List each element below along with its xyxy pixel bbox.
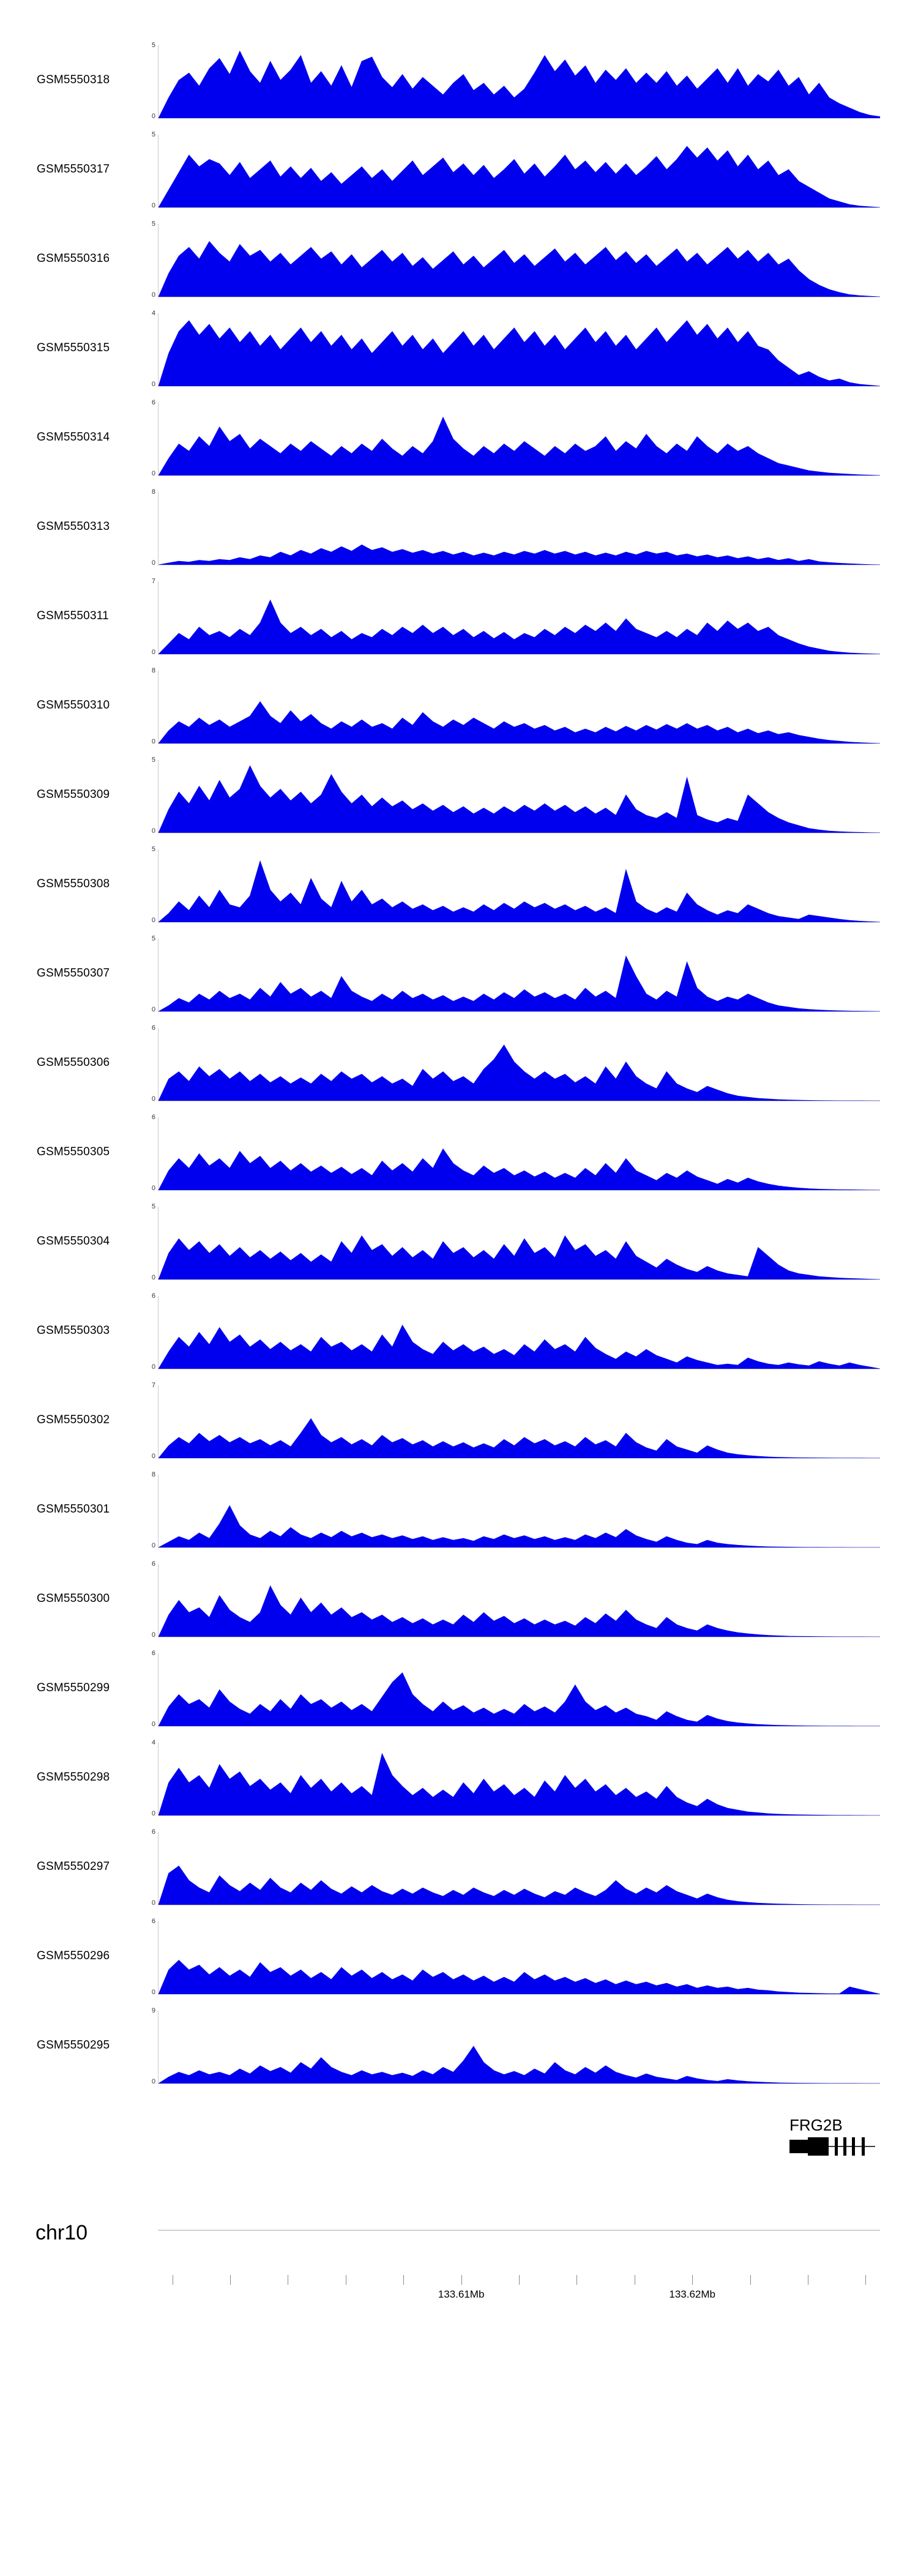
track-y-max-label: 6 xyxy=(151,1292,155,1300)
track-plot-area[interactable] xyxy=(158,1385,880,1459)
track-sample-label: GSM5550311 xyxy=(37,609,109,622)
track-plot-area[interactable] xyxy=(158,849,880,923)
track-y-max-label: 6 xyxy=(151,1918,155,1925)
track-y-min-label: 0 xyxy=(151,381,155,388)
track-y-max-label: 8 xyxy=(151,488,155,496)
coverage-track-list xyxy=(0,37,918,2091)
track-y-max-label: 5 xyxy=(151,131,155,138)
axis-tick xyxy=(865,2275,866,2285)
track-y-min-label: 0 xyxy=(151,1631,155,1639)
axis-tick xyxy=(461,2275,462,2285)
gene-model-icon[interactable] xyxy=(789,2137,880,2156)
track-sample-label: GSM5550314 xyxy=(37,431,110,444)
track-plot-area[interactable] xyxy=(158,1564,880,1637)
coverage-track xyxy=(0,1823,918,1913)
track-sample-label: GSM5550305 xyxy=(37,1145,110,1158)
track-plot-area[interactable] xyxy=(158,135,880,208)
track-plot-area[interactable] xyxy=(158,1207,880,1280)
track-y-max-label: 4 xyxy=(151,1739,155,1746)
track-y-min-label: 0 xyxy=(151,1185,155,1192)
track-y-max-label: 6 xyxy=(151,1828,155,1836)
track-sample-label: GSM5550297 xyxy=(37,1860,110,1873)
track-plot-area[interactable] xyxy=(158,2011,880,2084)
axis-tick xyxy=(519,2275,520,2285)
track-y-min-label: 0 xyxy=(151,1721,155,1728)
track-y-max-label: 7 xyxy=(151,1382,155,1389)
track-y-min-label: 0 xyxy=(151,202,155,209)
track-y-max-label: 5 xyxy=(151,42,155,49)
track-plot-area[interactable] xyxy=(158,1475,880,1548)
track-sample-label: GSM5550307 xyxy=(37,967,110,980)
track-sample-label: GSM5550309 xyxy=(37,788,110,801)
track-y-max-label: 6 xyxy=(151,1650,155,1657)
axis-tick xyxy=(692,2275,693,2285)
chromosome-axis-panel xyxy=(0,2208,918,2330)
chromosome-label: chr10 xyxy=(35,2221,88,2244)
track-y-min-label: 0 xyxy=(151,649,155,656)
track-y-min-label: 0 xyxy=(151,1989,155,1996)
track-plot-area[interactable] xyxy=(158,760,880,833)
coverage-track xyxy=(0,1466,918,1555)
track-y-min-label: 0 xyxy=(151,1810,155,1817)
axis-ruler xyxy=(158,2275,880,2318)
track-plot-area[interactable] xyxy=(158,1921,880,1995)
coverage-track xyxy=(0,1645,918,1734)
track-sample-label: GSM5550299 xyxy=(37,1681,110,1694)
track-y-min-label: 0 xyxy=(151,113,155,120)
track-plot-area[interactable] xyxy=(158,313,880,387)
track-plot-area[interactable] xyxy=(158,45,880,119)
track-sample-label: GSM5550308 xyxy=(37,877,110,890)
track-y-max-label: 8 xyxy=(151,667,155,674)
track-plot-area[interactable] xyxy=(158,224,880,297)
track-y-min-label: 0 xyxy=(151,1363,155,1371)
coverage-track xyxy=(0,1377,918,1466)
track-plot-area[interactable] xyxy=(158,1832,880,1905)
track-y-min-label: 0 xyxy=(151,827,155,835)
track-sample-label: GSM5550318 xyxy=(37,73,110,86)
track-y-max-label: 4 xyxy=(151,310,155,317)
coverage-track xyxy=(0,930,918,1019)
axis-tick xyxy=(230,2275,231,2285)
track-sample-label: GSM5550306 xyxy=(37,1056,110,1069)
track-y-max-label: 6 xyxy=(151,1114,155,1121)
track-sample-label: GSM5550302 xyxy=(37,1413,110,1426)
axis-line xyxy=(158,2230,880,2231)
track-sample-label: GSM5550310 xyxy=(37,699,110,712)
track-y-min-label: 0 xyxy=(151,2078,155,2085)
coverage-track xyxy=(0,2002,918,2091)
coverage-track xyxy=(0,37,918,126)
track-sample-label: GSM5550304 xyxy=(37,1235,110,1248)
track-y-min-label: 0 xyxy=(151,1095,155,1103)
track-y-max-label: 8 xyxy=(151,1471,155,1478)
track-sample-label: GSM5550296 xyxy=(37,1949,110,1962)
track-y-max-label: 9 xyxy=(151,2007,155,2014)
track-sample-label: GSM5550315 xyxy=(37,341,110,354)
track-sample-label: GSM5550295 xyxy=(37,2039,110,2052)
track-y-min-label: 0 xyxy=(151,1006,155,1013)
coverage-track xyxy=(0,662,918,751)
track-y-min-label: 0 xyxy=(151,1542,155,1549)
track-sample-label: GSM5550298 xyxy=(37,1771,110,1784)
coverage-track xyxy=(0,305,918,394)
track-sample-label: GSM5550313 xyxy=(37,520,110,533)
track-y-max-label: 6 xyxy=(151,399,155,406)
track-y-min-label: 0 xyxy=(151,1899,155,1907)
gene-label: FRG2B xyxy=(789,2116,843,2134)
track-y-min-label: 0 xyxy=(151,1453,155,1460)
gene-annotation-panel xyxy=(0,2110,918,2183)
track-sample-label: GSM5550303 xyxy=(37,1324,110,1337)
track-y-max-label: 5 xyxy=(151,220,155,228)
coverage-track xyxy=(0,751,918,841)
coverage-track xyxy=(0,1109,918,1198)
coverage-track xyxy=(0,126,918,215)
track-y-max-label: 7 xyxy=(151,578,155,585)
axis-tick xyxy=(750,2275,751,2285)
track-sample-label: GSM5550316 xyxy=(37,252,110,265)
track-sample-label: GSM5550317 xyxy=(37,163,110,176)
track-y-max-label: 5 xyxy=(151,1203,155,1210)
track-plot-area[interactable] xyxy=(158,1743,880,1816)
track-y-min-label: 0 xyxy=(151,470,155,477)
coverage-track xyxy=(0,1734,918,1823)
coverage-track xyxy=(0,483,918,573)
track-plot-area[interactable] xyxy=(158,1117,880,1191)
track-y-max-label: 5 xyxy=(151,846,155,853)
track-plot-area[interactable] xyxy=(158,1653,880,1727)
axis-tick xyxy=(403,2275,404,2285)
track-plot-area[interactable] xyxy=(158,1028,880,1101)
track-y-min-label: 0 xyxy=(151,559,155,567)
track-y-min-label: 0 xyxy=(151,1274,155,1281)
track-y-max-label: 5 xyxy=(151,756,155,764)
axis-tick-label: 133.61Mb xyxy=(438,2288,485,2300)
coverage-track xyxy=(0,1913,918,2002)
track-plot-area[interactable] xyxy=(158,581,880,655)
coverage-track xyxy=(0,573,918,662)
track-plot-area[interactable] xyxy=(158,403,880,476)
track-sample-label: GSM5550301 xyxy=(37,1503,110,1516)
track-plot-area[interactable] xyxy=(158,671,880,744)
coverage-track xyxy=(0,1019,918,1109)
track-y-max-label: 6 xyxy=(151,1024,155,1032)
track-plot-area[interactable] xyxy=(158,1296,880,1369)
track-plot-area[interactable] xyxy=(158,492,880,565)
track-plot-area[interactable] xyxy=(158,939,880,1012)
coverage-track xyxy=(0,841,918,930)
coverage-track xyxy=(0,394,918,483)
coverage-track xyxy=(0,1555,918,1645)
track-y-min-label: 0 xyxy=(151,738,155,745)
track-y-max-label: 6 xyxy=(151,1560,155,1568)
track-sample-label: GSM5550300 xyxy=(37,1592,110,1605)
track-y-min-label: 0 xyxy=(151,291,155,299)
axis-tick-label: 133.62Mb xyxy=(669,2288,715,2300)
coverage-track xyxy=(0,1198,918,1287)
coverage-track xyxy=(0,1287,918,1377)
coverage-track xyxy=(0,215,918,305)
track-y-min-label: 0 xyxy=(151,917,155,924)
track-y-max-label: 5 xyxy=(151,935,155,942)
